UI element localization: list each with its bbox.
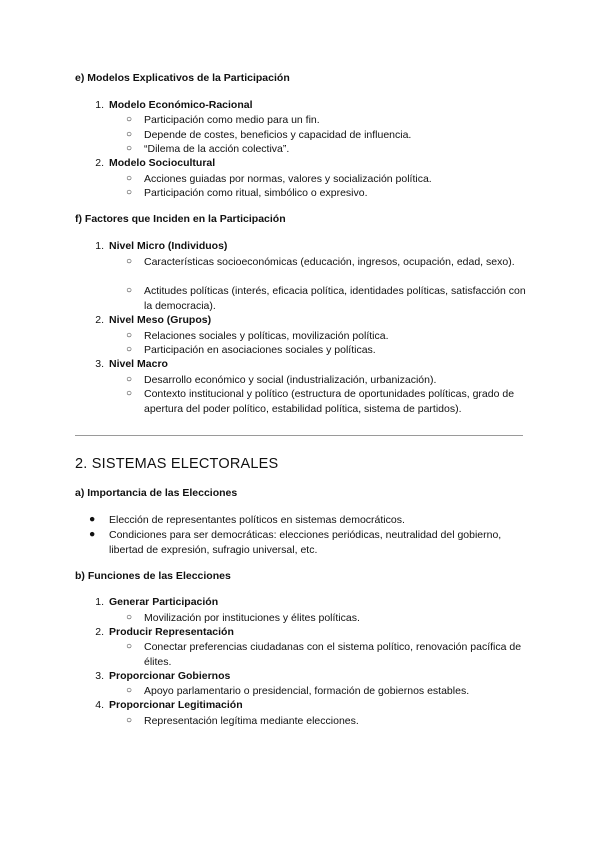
section-2-title: 2. SISTEMAS ELECTORALES bbox=[75, 456, 279, 472]
list-item-title: Proporcionar Gobiernos bbox=[109, 670, 231, 682]
section-f-heading: f) Factores que Inciden en la Participación bbox=[75, 213, 286, 225]
circle-bullet-icon: ○ bbox=[126, 187, 133, 198]
circle-bullet-icon: ○ bbox=[126, 114, 133, 125]
dot-bullet-icon: ● bbox=[89, 513, 96, 525]
section-a-heading: a) Importancia de las Elecciones bbox=[75, 487, 238, 499]
circle-bullet-icon: ○ bbox=[126, 285, 133, 296]
section-e-heading: e) Modelos Explicativos de la Participación bbox=[75, 72, 290, 84]
circle-bullet-icon: ○ bbox=[126, 143, 133, 154]
sub-item: Apoyo parlamentario o presidencial, formación de gobiernos estables. bbox=[144, 685, 470, 697]
circle-bullet-icon: ○ bbox=[126, 685, 133, 696]
list-item-title: Generar Participación bbox=[109, 596, 219, 608]
list-item-title: Proporcionar Legitimación bbox=[109, 699, 243, 711]
list-item-title: Modelo Sociocultural bbox=[109, 157, 216, 169]
sub-item: Conectar preferencias ciudadanas con el sistema político, renovación pacífica de élites. bbox=[144, 641, 522, 668]
sub-item: Desarrollo económico y social (industrialización, urbanización). bbox=[144, 374, 437, 386]
circle-bullet-icon: ○ bbox=[126, 388, 133, 399]
circle-bullet-icon: ○ bbox=[126, 129, 133, 140]
section-b-heading: b) Funciones de las Elecciones bbox=[75, 570, 231, 582]
list-item-title: Producir Representación bbox=[109, 626, 234, 638]
sub-item: Participación como medio para un fin. bbox=[144, 114, 320, 126]
sub-item: Movilización por instituciones y élites políticas. bbox=[144, 612, 360, 624]
dot-bullet-icon: ● bbox=[89, 528, 96, 540]
list-number: 3. bbox=[95, 670, 104, 682]
circle-bullet-icon: ○ bbox=[126, 344, 133, 355]
sub-item: Características socioeconómicas (educación, ingresos, ocupación, edad, sexo). bbox=[144, 256, 515, 268]
circle-bullet-icon: ○ bbox=[126, 374, 133, 385]
bullet-item: Elección de representantes políticos en sistemas democráticos. bbox=[109, 514, 405, 526]
list-item-title: Nivel Micro (Individuos) bbox=[109, 240, 228, 252]
circle-bullet-icon: ○ bbox=[126, 612, 133, 623]
circle-bullet-icon: ○ bbox=[126, 715, 133, 726]
circle-bullet-icon: ○ bbox=[126, 641, 133, 652]
sub-item: Actitudes políticas (interés, eficacia política, identidades políticas, satisfacción con la democracia). bbox=[144, 285, 526, 312]
sub-item: “Dilema de la acción colectiva”. bbox=[144, 143, 290, 155]
list-number: 4. bbox=[95, 699, 104, 711]
list-number: 2. bbox=[95, 626, 104, 638]
sub-item: Participación en asociaciones sociales y políticas. bbox=[144, 344, 376, 356]
list-number: 2. bbox=[95, 314, 104, 326]
bullet-item: Condiciones para ser democráticas: elecciones periódicas, neutralidad del gobierno, libertad de expresión, sufragio universal, etc. bbox=[109, 529, 502, 556]
sub-item: Representación legítima mediante elecciones. bbox=[144, 715, 359, 727]
list-item-title: Nivel Meso (Grupos) bbox=[109, 314, 212, 326]
sub-item: Relaciones sociales y políticas, movilización política. bbox=[144, 330, 389, 342]
sub-item: Depende de costes, beneficios y capacidad de influencia. bbox=[144, 129, 412, 141]
sub-item: Acciones guiadas por normas, valores y socialización política. bbox=[144, 173, 432, 185]
list-number: 1. bbox=[95, 99, 104, 111]
sub-item: Contexto institucional y político (estructura de oportunidades políticas, grado de apertura del poder político, estabilidad política, sistema de partidos). bbox=[144, 388, 515, 415]
list-item-title: Modelo Económico-Racional bbox=[109, 99, 253, 111]
list-number: 2. bbox=[95, 157, 104, 169]
circle-bullet-icon: ○ bbox=[126, 173, 133, 184]
list-number: 1. bbox=[95, 596, 104, 608]
circle-bullet-icon: ○ bbox=[126, 330, 133, 341]
list-number: 3. bbox=[95, 358, 104, 370]
list-number: 1. bbox=[95, 240, 104, 252]
list-item-title: Nivel Macro bbox=[109, 358, 168, 370]
circle-bullet-icon: ○ bbox=[126, 256, 133, 267]
sub-item: Participación como ritual, simbólico o expresivo. bbox=[144, 187, 368, 199]
section-divider bbox=[75, 435, 523, 436]
